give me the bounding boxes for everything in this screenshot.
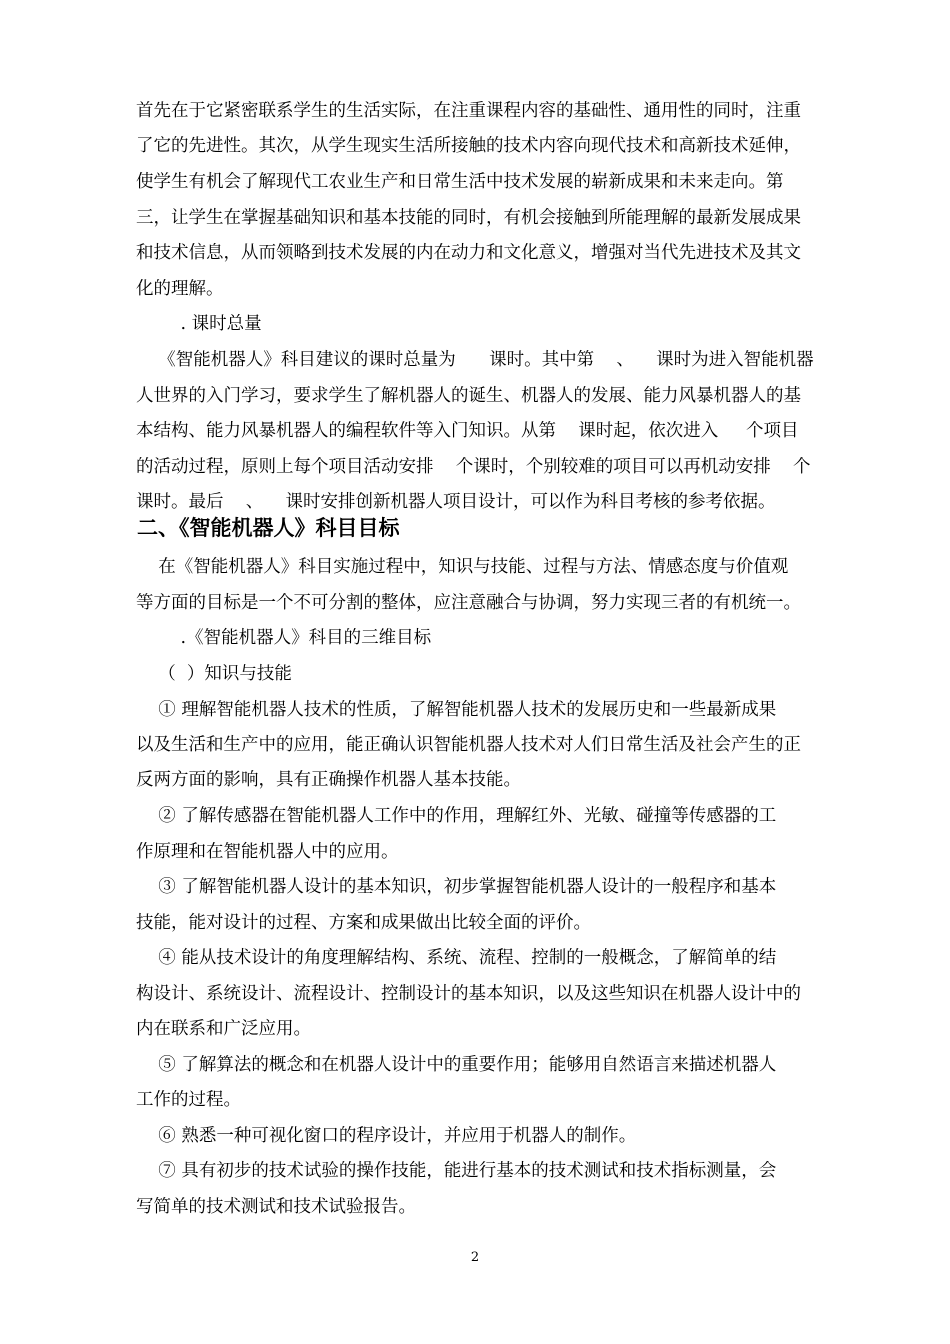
text-line: 的活动过程，原则上每个项目活动安排 个课时，个别较难的项目可以再机动安排 个 [136,457,811,477]
text-line: 本结构、能力风暴机器人的编程软件等入门知识。从第 课时起，依次进入 个项目 [136,421,799,441]
list-item-line: ⑥ 熟悉一种可视化窗口的程序设计，并应用于机器人的制作。 [136,1126,637,1146]
text-line: 三，让学生在掌握基础知识和基本技能的同时，有机会接触到所能理解的最新发展成果 [136,208,801,228]
list-item-line: ② 了解传感器在智能机器人工作中的作用，理解红外、光敏、碰撞等传感器的工 [136,806,777,826]
text-line: 等方面的目标是一个不可分割的整体，应注意融合与协调，努力实现三者的有机统一。 [136,593,801,613]
text-line: 《智能机器人》科目建议的课时总量为 课时。其中第 、 课时为进入智能机器 [136,350,814,370]
text-line: 在《智能机器人》科目实施过程中，知识与技能、过程与方法、情感态度与价值观 [136,557,789,577]
list-item-line: ① 理解智能机器人技术的性质，了解智能机器人技术的发展历史和一些最新成果 [136,700,777,720]
list-item-line: ③ 了解智能机器人设计的基本知识，初步掌握智能机器人设计的一般程序和基本 [136,877,777,897]
text-line: 和技术信息，从而领略到技术发展的内在动力和文化意义，增强对当代先进技术及其文 [136,243,801,263]
text-line: 技能，能对设计的过程、方案和成果做出比较全面的评价。 [136,913,591,933]
list-item-line: ⑦ 具有初步的技术试验的操作技能，能进行基本的技术测试和技术指标测量，会 [136,1161,777,1181]
text-line: 构设计、系统设计、流程设计、控制设计的基本知识，以及这些知识在机器人设计中的 [136,984,801,1004]
text-line: 课时。最后 、 课时安排创新机器人项目设计，可以作为科目考核的参考依据。 [136,492,776,512]
text-line: 写简单的技术测试和技术试验报告。 [136,1197,416,1217]
section-heading: 二、《智能机器人》科目目标 [137,516,400,540]
section-subheading: . 课时总量 [136,314,262,334]
page-number: 2 [470,1250,480,1265]
section-subheading: （ ）知识与技能 [136,664,292,684]
text-line: 以及生活和生产中的应用，能正确认识智能机器人技术对人们日常生活及社会产生的正 [136,735,801,755]
text-line: 反两方面的影响，具有正确操作机器人基本技能。 [136,770,521,790]
list-item-line: ⑤ 了解算法的概念和在机器人设计中的重要作用；能够用自然语言来描述机器人 [136,1055,777,1075]
text-line: 化的理解。 [136,279,224,299]
text-line: 首先在于它紧密联系学生的生活实际，在注重课程内容的基础性、通用性的同时，注重 [136,101,801,121]
text-line: 内在联系和广泛应用。 [136,1019,311,1039]
text-line: 使学生有机会了解现代工农业生产和日常生活中技术发展的崭新成果和未来走向。第 [136,172,784,192]
text-line: 了它的先进性。其次，从学生现实生活所接触的技术内容向现代技术和高新技术延伸， [136,136,801,156]
list-item-line: ④ 能从技术设计的角度理解结构、系统、流程、控制的一般概念，了解简单的结 [136,948,777,968]
section-subheading: .《智能机器人》科目的三维目标 [136,628,432,648]
text-line: 作原理和在智能机器人中的应用。 [136,842,399,862]
text-line: 人世界的入门学习，要求学生了解机器人的诞生、机器人的发展、能力风暴机器人的基 [136,386,801,406]
text-line: 工作的过程。 [136,1090,241,1110]
